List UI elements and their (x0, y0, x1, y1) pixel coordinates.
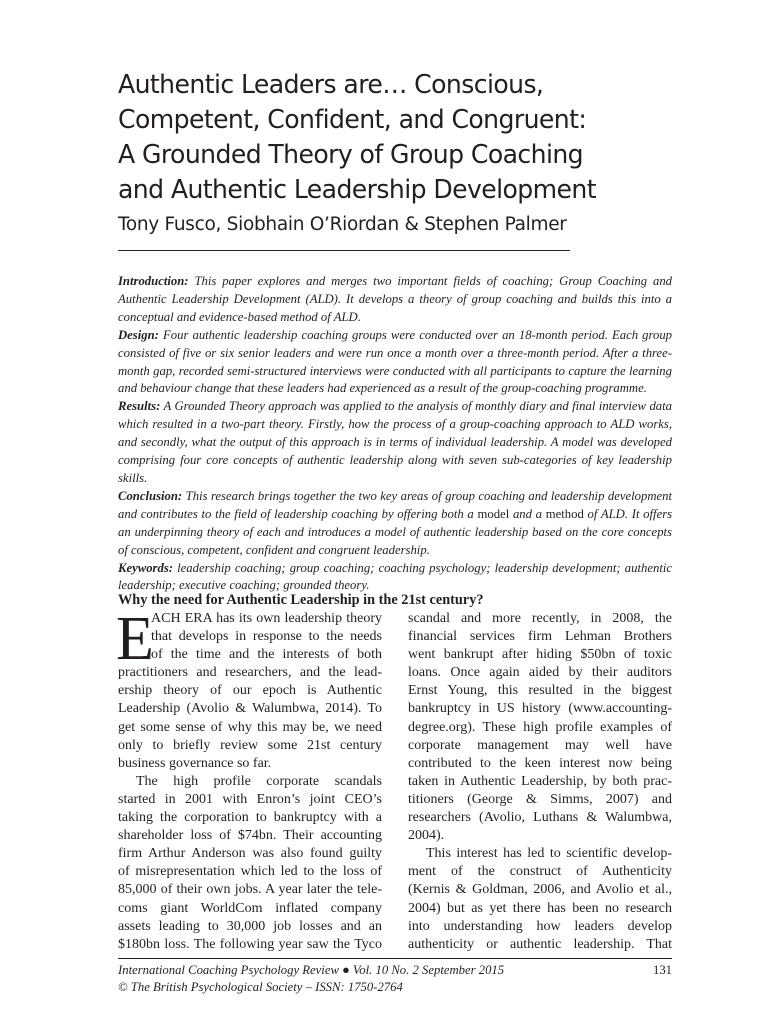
body-line: assets leading to 30,000 job losses and an (118, 918, 382, 934)
abstract (118, 273, 672, 595)
body-line: bankruptcy in US history (www.accounting- (408, 701, 672, 717)
body-line: get some sense of why this may be, we need (118, 719, 382, 735)
abstract-design (118, 327, 672, 399)
body-line: taken in Authentic Leadership, by both prac- (408, 773, 672, 789)
section-heading: Why the need for Authentic Leadership in the 21st century? (118, 592, 484, 608)
body-line: researchers (Avolio, Luthans & Walumbwa, (408, 810, 672, 826)
title-line: Competent, Confident, and Congruent: (118, 105, 587, 135)
body-line: coms giant WorldCom inflated company (118, 900, 382, 916)
body-line: $180bn loss. The following year saw the Tyco (118, 936, 382, 952)
copyright-notice: © The British Psychological Society – ISSN: 1750-2764 (118, 980, 403, 994)
footer-divider (118, 958, 672, 959)
page-number: 131 (652, 963, 672, 977)
body-line: contributed to the keen interest now being (408, 755, 672, 771)
abstract-text: This paper explores and merges two important fields of coaching; Group Coaching and Authentic Leadership Development (ALD). It develops a theory of group coaching and builds this into a conceptual and evidence-based method of ALD. (118, 274, 673, 324)
body-line: ACH ERA has its own leadership theory (151, 611, 382, 626)
body-line: that develops in response to the needs (151, 629, 382, 645)
title-line: Authentic Leaders are… Conscious, (118, 70, 544, 100)
body-line: This interest has led to scientific develop- (426, 846, 672, 862)
body-line: financial services firm Lehman Brothers (408, 629, 672, 645)
body-column-left (116, 605, 382, 954)
abstract-introduction (118, 273, 672, 327)
body-line: scandal and more recently, in 2008, the (408, 611, 672, 626)
abstract-text: A Grounded Theory approach was applied to the analysis of monthly diary and final interview data which resulted in a two-part theory. Firstly, how the process of a group-coaching approach to ALD works, and secondly, what the output of this approach is in terms of individual leadership. A model was developed comprising four core concepts of authentic leadership along with seven sub-categories of key leadership skills. (118, 399, 672, 485)
abstract-text: This research brings together the two key areas of group coaching and leadership development and contributes to the field of leadership coaching by offering both a (118, 488, 673, 521)
body-line: ership theory of our epoch is Authentic (118, 683, 382, 699)
body-line: started in 2001 with Enron’s joint CEO’s (118, 791, 382, 807)
body-line: Ernst Young, this resulted in the biggest (408, 683, 672, 699)
abstract-text: of ALD. It offers an underpinning theory of each and introduces a model of authentic leadership based on the core concepts of conscious, competent, confident and congruent leadership. (118, 506, 673, 557)
abstract-text: Four authentic leadership coaching groups were conducted over an 18-month period. Each group consisted of five or six senior leaders and were run once a month over a three-month period. After a three-month gap, recorded semi-structured interviews were conducted with all participants to capture the learning and behaviour change that these leaders had experienced as a result of the group-coaching programme. (118, 327, 673, 396)
body-line: ment of the construct of Authenticity (408, 864, 672, 880)
body-line: (Kernis & Goldman, 2006, and Avolio et al., (408, 882, 672, 898)
body-line: 85,000 of their own jobs. A year later the tele- (118, 882, 382, 898)
body-line: 2004). (408, 828, 445, 844)
body-line: loans. Once again aided by their auditors (408, 665, 672, 681)
article-title (118, 68, 664, 208)
body-line: of the time and the interests of both (151, 647, 382, 663)
body-line: corporate management may well have (408, 737, 672, 753)
body-line: firm Arthur Anderson was also found guilty (118, 846, 382, 862)
abstract-results (118, 398, 672, 488)
body-line: Leadership (Avolio & Walumbwa, 2014). To (118, 701, 382, 717)
title-line: A Grounded Theory of Group Coaching (118, 140, 584, 170)
title-divider (118, 250, 570, 251)
title-line: and Authentic Leadership Development (118, 175, 596, 205)
abstract-label: Results: (118, 399, 161, 414)
body-line: business governance so far. (118, 755, 272, 771)
abstract-label: Conclusion: (118, 488, 183, 503)
body-line: of misrepresentation which led to the loss of (118, 864, 382, 880)
abstract-conclusion (118, 488, 672, 560)
body-line: went bankrupt after hiding $50bn of toxic (408, 647, 672, 663)
abstract-keywords (118, 560, 672, 596)
abstract-label: Introduction: (118, 274, 189, 288)
page-footer (118, 962, 672, 996)
abstract-upright-term: model (477, 506, 510, 521)
abstract-label: Keywords: (118, 560, 173, 575)
abstract-label: Design: (118, 327, 159, 342)
body-line: The high profile corporate scandals (136, 773, 382, 789)
abstract-upright-term: method (545, 506, 584, 521)
abstract-text: leadership coaching; group coaching; coaching psychology; leadership development; authentic leadership; executive coaching; grounded theory. (118, 560, 672, 593)
body-line: into understanding how leaders develop (408, 918, 672, 934)
drop-cap: E (116, 605, 154, 673)
article-page (118, 0, 672, 1024)
body-line: practitioners and researchers, and the lead- (118, 665, 382, 681)
author-list: Tony Fusco, Siobhain O’Riordan & Stephen Palmer (118, 214, 567, 235)
journal-citation: International Coaching Psychology Review ● Vol. 10 No. 2 September 2015 (118, 963, 505, 977)
body-line: titioners (George & Simms, 2007) and (408, 791, 672, 807)
body-column-right (408, 610, 672, 954)
body-line: authenticity or authentic leadership. That (408, 936, 672, 952)
body-line: degree.org). These high profile examples of (408, 719, 672, 735)
body-line: only to briefly review some 21st century (118, 737, 382, 753)
abstract-text: and a (512, 506, 543, 521)
body-line: shareholder loss of $74bn. Their accounting (118, 828, 382, 844)
body-line: 2004) but as yet there has been no research (408, 900, 672, 916)
body-line: taking the corporation to bankruptcy with a (118, 810, 382, 826)
